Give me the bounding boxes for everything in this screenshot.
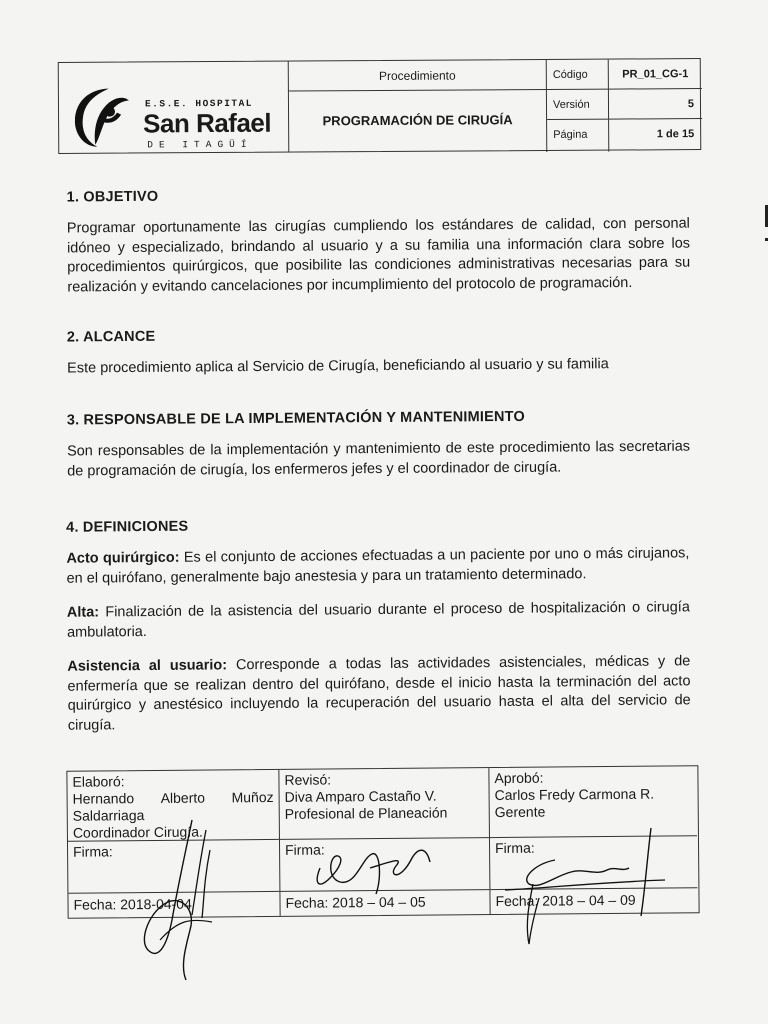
section-heading: 2. ALCANCE — [66, 328, 156, 346]
elaboro-name-line — [73, 789, 274, 808]
section-text: Programar oportunamente las cirugías cumpliendo los estándares de calidad, con personal idóneo y especializado, brindando al usuario y a su familia una información clara sobre los procedimientos quirúrgicos, que posibilite las condiciones administrativas necesarias para su realización y evitando cancelaciones por incumplimiento del protocolo de programación. — [66, 215, 691, 295]
signature-aprobo — [489, 766, 697, 914]
elaboro-name-part: Hernando — [72, 790, 135, 807]
doc-title: PROGRAMACIÓN DE CIRUGÍA — [289, 90, 547, 154]
section-heading: 1. OBJETIVO — [66, 188, 159, 206]
section-text: Son responsables de la implementación y mantenimiento de este procedimiento las secretarias de programación de cirugía, los enfermeros jefes y el coordinador de cirugía. — [66, 438, 691, 479]
definition-text: Corresponde a todas las actividades asistenciales, médicas y de enfermería que se realizan dentro del quirófano, desde el inicio hasta la terminación del acto quirúrgico y anestésico incluyendo la recuperación del usuario hasta el alta del servicio de cirugía. — [67, 653, 691, 734]
section-objetivo — [67, 185, 691, 298]
reviso-label: Revisó: — [284, 771, 332, 788]
definition-text: Es el conjunto de acciones efectuadas a un paciente por uno o más cirujanos, en el quirófano, generalmente bajo anestesia y para un tratamiento determinado. — [66, 545, 690, 587]
page-value: 1 de 15 — [656, 128, 695, 141]
section-heading: 4. DEFINICIONES — [66, 518, 189, 536]
definition-item — [66, 544, 689, 588]
definition-text: Finalización de la asistencia del usuario durante el proceso de hospitalización o cirugía ambulatoria. — [66, 599, 690, 641]
definition-term: Alta: — [66, 604, 100, 621]
reviso-name: Diva Amparo Castaño V. — [284, 787, 437, 805]
reviso-role: Profesional de Planeación — [284, 804, 448, 822]
aprobo-firma-label: Firma: — [494, 839, 535, 857]
version-label: Versión — [547, 90, 609, 120]
elaboro-label: Elaboró: — [72, 773, 125, 790]
elaboro-fecha: Fecha: 2018-04-04 — [73, 895, 192, 913]
definition-term: Acto quirúrgico: — [66, 549, 180, 567]
section-definiciones — [66, 514, 691, 735]
hospital-city: DE ITAGÜÍ — [147, 138, 253, 151]
elaboro-name-line2: Saldarriaga — [72, 807, 145, 824]
signature-table — [66, 765, 699, 919]
hospital-logo — [59, 62, 290, 153]
elaboro-name-part: Alberto — [160, 789, 206, 806]
code-label: Código — [547, 60, 609, 90]
hospital-name: San Rafael — [143, 107, 272, 139]
aprobo-fecha: Fecha: 2018 – 04 – 09 — [495, 891, 636, 910]
section-alcance — [67, 325, 690, 379]
definition-item — [67, 598, 690, 642]
code-value: PR_01_CG-1 — [609, 59, 702, 90]
signature-elaboro — [67, 770, 280, 918]
elaboro-firma-label: Firma: — [73, 843, 113, 860]
definition-term: Asistencia al usuario: — [67, 657, 228, 675]
reviso-firma-label: Firma: — [284, 841, 325, 858]
doc-type: Procedimiento — [289, 60, 547, 92]
section-heading: 3. RESPONSABLE DE LA IMPLEMENTACIÓN Y MANTENIMIENTO — [66, 408, 525, 429]
hospital-logo-icon — [69, 84, 135, 150]
hospital-type: E.S.E. HOSPITAL — [144, 97, 254, 110]
aprobo-role: Gerente — [494, 803, 546, 821]
definition-item — [67, 652, 691, 735]
elaboro-name-part: Muñoz — [231, 788, 274, 806]
elaboro-role: Coordinador Cirugía. — [72, 823, 203, 841]
aprobo-name: Carlos Fredy Carmona R. — [494, 785, 655, 804]
version-value: 5 — [609, 89, 702, 120]
section-responsable — [67, 408, 691, 482]
reviso-fecha: Fecha: 2018 – 04 – 05 — [285, 893, 426, 911]
section-text: Este procedimiento aplica al Servicio de Cirugía, beneficiando al usuario y su familia — [67, 356, 609, 377]
aprobo-label: Aprobó: — [494, 769, 544, 787]
signature-reviso — [279, 768, 490, 916]
document-header — [58, 58, 702, 154]
page-label: Página — [547, 120, 609, 152]
